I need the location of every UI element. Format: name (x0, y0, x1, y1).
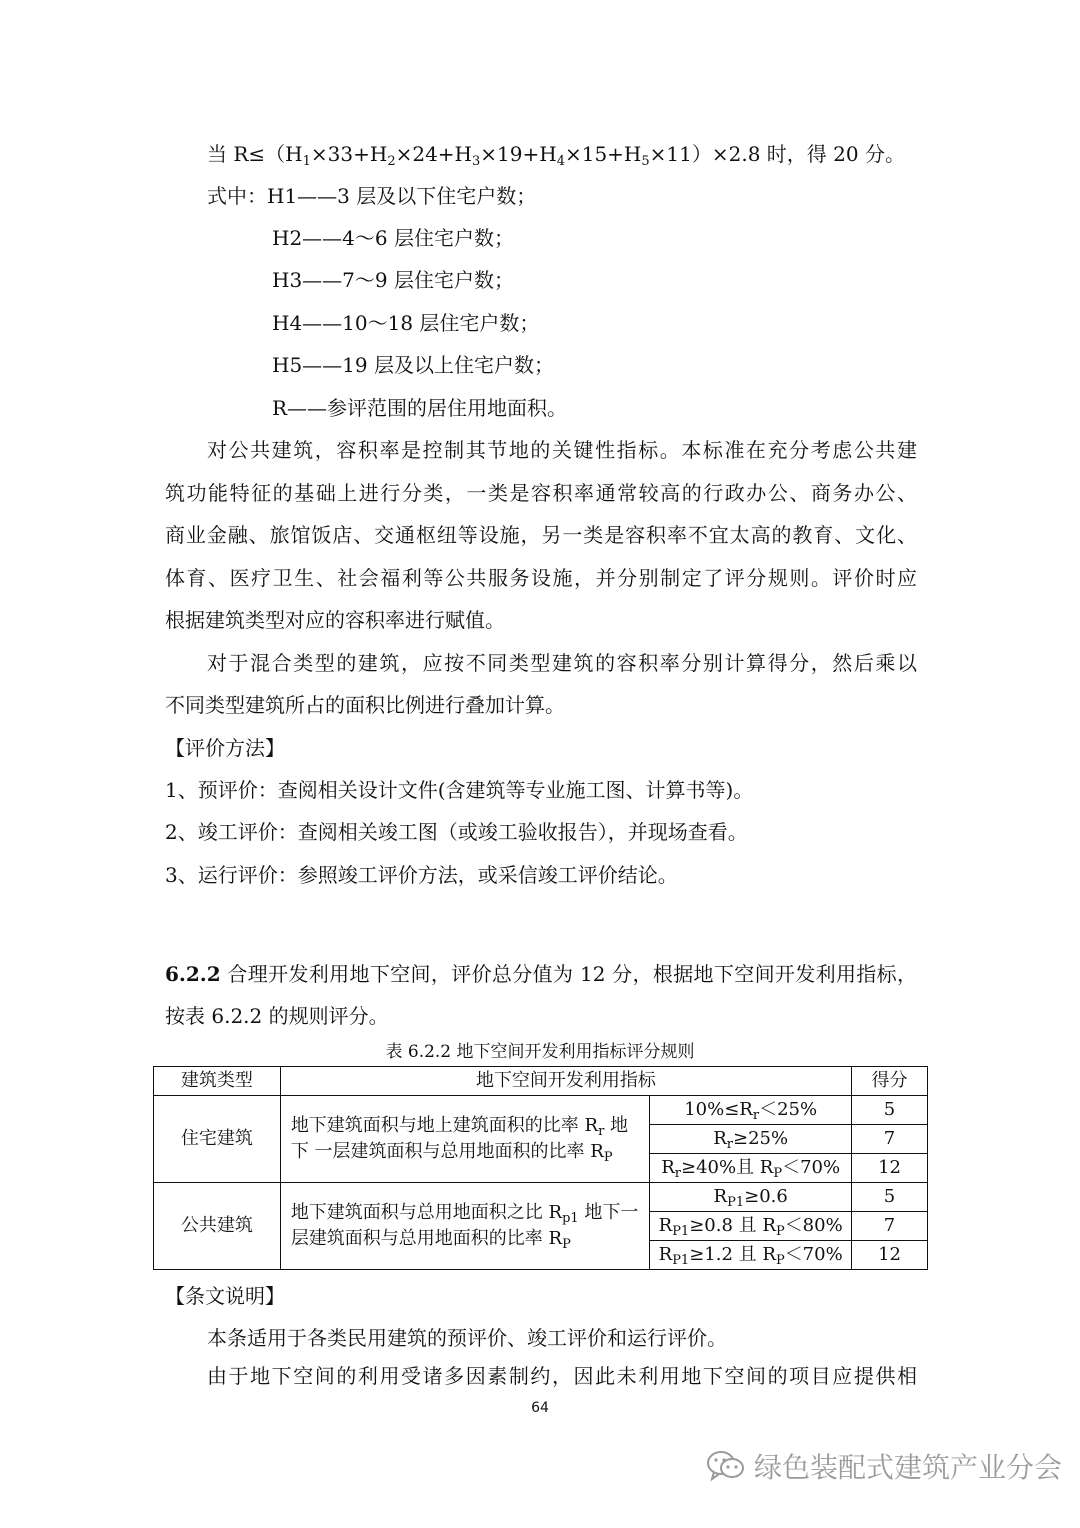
public-line: 根据建筑类型对应的容积率进行赋值。 (165, 608, 505, 632)
header-indicator: 地下空间开发利用指标 (280, 1067, 851, 1096)
public-line: 商业金融、旅馆饭店、交通枢纽等设施，另一类是容积率不宜太高的教育、文化、 (165, 523, 917, 547)
criterion-cell: $R_r\ge 25\%$ (650, 1125, 852, 1154)
criterion-cell: $R_{P1}\ge 0.6$ (650, 1183, 852, 1212)
public-indicator-cell: 地下建筑面积与总用地面积之比 $R_{p1}$ 地下一 层建筑面积与总用地面积的比率 $R_P$ (280, 1183, 649, 1270)
table-row (154, 1096, 928, 1125)
method-item: 3、运行评价：参照竣工评价方法，或采信竣工评价结论。 (165, 863, 678, 887)
explain-line: 本条适用于各类民用建筑的预评价、竣工评价和运行评价。 (207, 1326, 727, 1350)
method-item: 1、预评价：查阅相关设计文件(含建筑等专业施工图、计算书等)。 (165, 778, 754, 802)
mixed-line: 不同类型建筑所占的面积比例进行叠加计算。 (165, 693, 565, 717)
where-h1: 式中：H1——3 层及以下住宅户数； (207, 184, 537, 208)
clause-text: 合理开发利用地下空间，评价总分值为 12 分，根据地下空间开发利用指标， (227, 962, 918, 986)
criterion-cell: $10\%\le R_r<25\%$ (650, 1096, 852, 1125)
scoring-table (153, 1066, 928, 1270)
def-r: R——参评范围的居住用地面积。 (272, 396, 568, 420)
criterion-cell: $R_r\ge 40\%$且 $R_P<70\%$ (650, 1154, 852, 1183)
public-line: 体育、医疗卫生、社会福利等公共服务设施，并分别制定了评分规则。评价时应 (165, 566, 917, 590)
def-h2: H2——4～6 层住宅户数； (272, 226, 514, 250)
clause-number: 6.2.2 (165, 962, 221, 986)
score-cell: 12 (852, 1154, 928, 1183)
public-line: 对公共建筑，容积率是控制其节地的关键性指标。本标准在充分考虑公共建 (207, 438, 917, 462)
explain-line: 由于地下空间的利用受诸多因素制约，因此未利用地下空间的项目应提供相 (207, 1364, 917, 1388)
clause-line: 按表 6.2.2 的规则评分。 (165, 1004, 389, 1028)
mixed-line: 对于混合类型的建筑，应按不同类型建筑的容积率分别计算得分，然后乘以 (207, 651, 917, 675)
public-line: 筑功能特征的基础上进行分类，一类是容积率通常较高的行政办公、商务办公、 (165, 481, 917, 505)
watermark (706, 1441, 1062, 1491)
def-h5: H5——19 层及以上住宅户数； (272, 353, 554, 377)
criterion-cell: $R_{P1}\ge 1.2$ 且 $R_P<70\%$ (650, 1241, 852, 1270)
header-score: 得分 (852, 1067, 928, 1096)
residential-type-cell: 住宅建筑 (154, 1096, 281, 1183)
score-cell: 7 (852, 1212, 928, 1241)
residential-indicator-cell: 地下建筑面积与地上建筑面积的比率 $R_r$ 地 下 一层建筑面积与总用地面积的比率 $R_P$ (280, 1096, 649, 1183)
page-number: 64 (531, 1400, 549, 1416)
formula-line: 当 $R\le(H_1\times 33+H_2\times 24+H_3\times 19+H_4\times 15+H_5\times 11)\times 2.8$ 时，得 20 分。 (207, 142, 905, 169)
score-cell: 12 (852, 1241, 928, 1270)
table-header-row (154, 1067, 928, 1096)
explain-heading: 【条文说明】 (165, 1284, 285, 1308)
table-caption: 表 6.2.2 地下空间开发利用指标评分规则 (385, 1042, 695, 1062)
watermark-text: 绿色装配式建筑产业分会 (754, 1451, 1063, 1484)
header-building-type: 建筑类型 (154, 1067, 281, 1096)
wechat-icon (706, 1449, 746, 1483)
table-row (154, 1183, 928, 1212)
method-heading: 【评价方法】 (165, 736, 285, 760)
criterion-cell: $R_{P1}\ge 0.8$ 且 $R_P<80\%$ (650, 1212, 852, 1241)
public-type-cell: 公共建筑 (154, 1183, 281, 1270)
def-h3: H3——7～9 层住宅户数； (272, 268, 514, 292)
def-h4: H4——10～18 层住宅户数； (272, 311, 540, 335)
score-cell: 7 (852, 1125, 928, 1154)
method-item: 2、竣工评价：查阅相关竣工图（或竣工验收报告），并现场查看。 (165, 820, 748, 844)
score-cell: 5 (852, 1183, 928, 1212)
score-cell: 5 (852, 1096, 928, 1125)
clause-heading (165, 960, 917, 988)
